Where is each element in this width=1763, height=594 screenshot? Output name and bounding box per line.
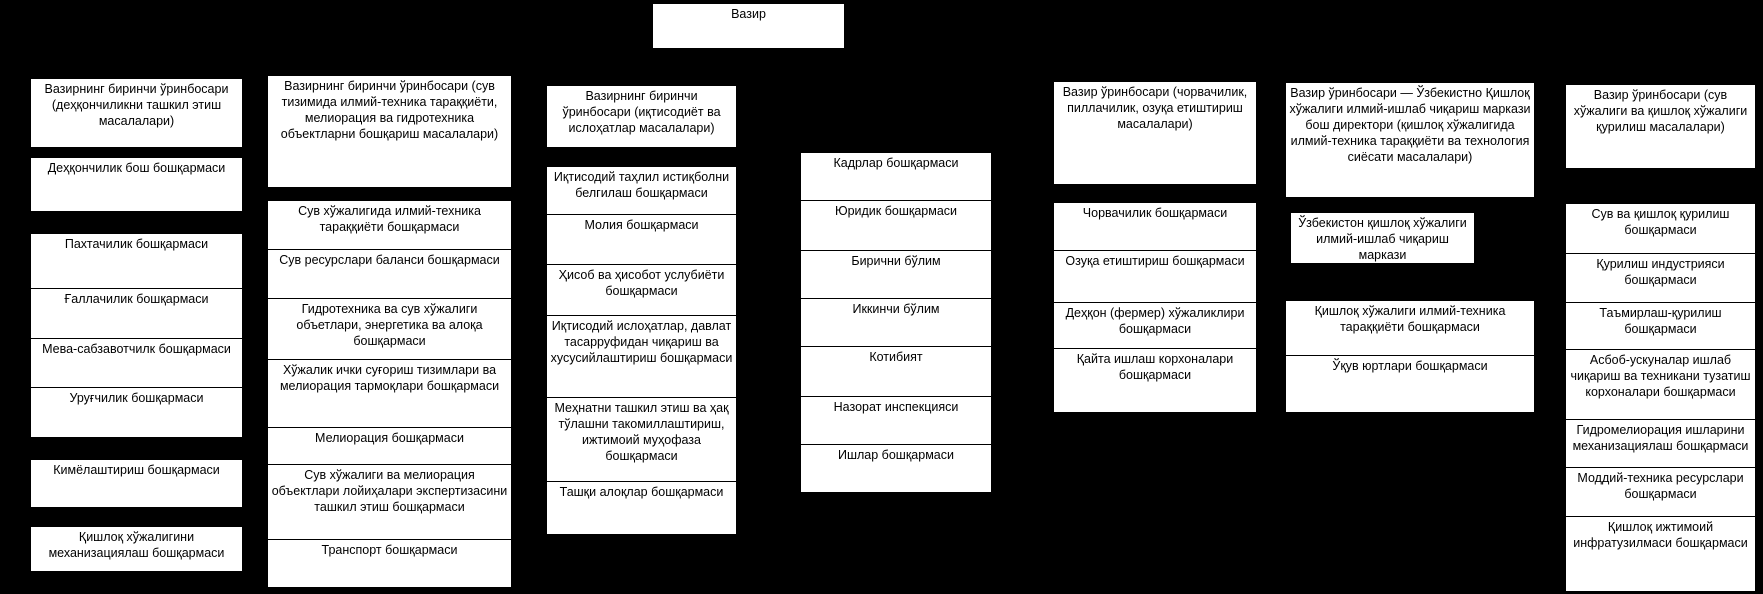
dept-box-gidrotexnika: Гидротехника ва сув хўжалиги объетлари, энергетика ва алоқа бошқармаси xyxy=(267,298,512,360)
deputy-box-water: Вазирнинг биринчи ўринбосари (сув тизимида илмий-техника тараққиёти, мелиорация ва гидротехника объектларни бошқариш масалалари) xyxy=(267,75,512,188)
dept-box-tashqi-aloqa: Ташқи алоқлар бошқармаси xyxy=(546,481,737,535)
dept-box-gallachilik: Ғаллачилик бошқармаси xyxy=(30,288,243,339)
deputy-box-farming: Вазирнинг биринчи ўринбосари (деҳқончиликни ташкил этиш масалалари) xyxy=(30,78,243,148)
dept-box-tahlil: Иқтисодий таҳлил истиқболни белгилаш бошқармаси xyxy=(546,166,737,215)
dept-box-suv-qurilish: Сув ва қишлоқ қурилиш бошқармаси xyxy=(1565,203,1756,254)
dept-box-industriya: Қурилиш индустрияси бошқармаси xyxy=(1565,253,1756,303)
dept-box-meva-sabzavot: Мева-сабзавотчилк бошқармаси xyxy=(30,338,243,388)
dept-box-ikkinchi-bolim: Иккинчи бўлим xyxy=(800,298,992,347)
dept-box-moliya: Молия бошқармаси xyxy=(546,214,737,265)
dept-box-nazorat: Назорат инспекцияси xyxy=(800,396,992,445)
dept-box-dehqonchilik: Деҳқончилик бош бошқармаси xyxy=(30,157,243,212)
dept-box-mehnat: Меҳнатни ташкил этиш ва ҳақ тўлашни такомиллаштириш, ижтимоий муҳофаза бошқармаси xyxy=(546,397,737,482)
dept-box-gidromelioratsiya: Гидромелиорация ишларини механизациялаш бошқармаси xyxy=(1565,419,1756,468)
dept-box-moddiy: Моддий-техника ресурслари бошқармаси xyxy=(1565,467,1756,517)
dept-box-science-ilmiy-texnika: Қишлоқ хўжалиги илмий-техника тараққиёти бошқармаси xyxy=(1285,300,1535,356)
dept-box-mexanizatsiyalash: Қишлоқ хўжалигини механизациялаш бошқармаси xyxy=(30,526,243,572)
dept-box-melioratsiya: Мелиорация бошқармаси xyxy=(267,427,512,465)
dept-box-transport: Транспорт бошқармаси xyxy=(267,539,512,588)
dept-box-dehqon-fermer: Деҳқон (фермер) хўжаликлири бошқармаси xyxy=(1053,302,1257,349)
dept-box-urugchilik: Уруғчилик бошқармаси xyxy=(30,387,243,438)
dept-box-paxtachilik: Пахтачилик бошқармаси xyxy=(30,233,243,289)
dept-box-oquv-yurtlari: Ўқув юртлари бошқармаси xyxy=(1285,355,1535,413)
deputy-box-science: Вазир ўринбосари — Ўзбекистно Қишлоқ хўжалиги илмий-ишлаб чиқариш маркази бош директори (қишлоқ хўжалигида илмий-техника тараққиёти ва технология сиёсати масалалари) xyxy=(1285,82,1535,198)
dept-box-hisob: Ҳисоб ва ҳисобот услубиёти бошқармаси xyxy=(546,264,737,316)
dept-box-ozuqa: Озуқа етиштириш бошқармаси xyxy=(1053,250,1257,303)
dept-box-infratuzilma: Қишлоқ ижтимоий инфратузилмаси бошқармаси xyxy=(1565,516,1756,592)
dept-box-islohatlar: Иқтисодий ислоҳатлар, давлат тасарруфидан чиқариш ва хусусийлаштириш бошқармаси xyxy=(546,315,737,398)
minister-box: Вазир xyxy=(652,3,845,49)
dept-box-birinchi-bolim: Бирични бўлим xyxy=(800,250,992,299)
dept-box-markaz: Ўзбекистон қишлоқ хўжалиги илмий-ишлаб чиқариш маркази xyxy=(1290,212,1475,264)
deputy-box-economy: Вазирнинг биринчи ўринбосари (иқтисодиёт ва ислоҳатлар масалалари) xyxy=(546,85,737,148)
dept-box-asbob: Асбоб-ускуналар ишлаб чиқариш ва техникани тузатиш корхоналари бошқармаси xyxy=(1565,349,1756,420)
dept-box-water-ilmiy-texnika: Сув хўжалигида илмий-техника тараққиёти бошқармаси xyxy=(267,200,512,250)
deputy-box-livestock: Вазир ўринбосари (чорвачилик, пиллачилик, озуқа етиштириш масалалари) xyxy=(1053,81,1257,185)
dept-box-kotibiyat: Котибият xyxy=(800,346,992,397)
dept-box-ichki-sugorish: Хўжалик ички суғориш тизимлари ва мелиорация тармоқлари бошқармаси xyxy=(267,359,512,428)
dept-box-tamirlash: Таъмирлаш-қурилиш бошқармаси xyxy=(1565,302,1756,350)
dept-box-suv-resurslari: Сув ресурслари баланси бошқармаси xyxy=(267,249,512,299)
dept-box-chorvachilik: Чорвачилик бошқармаси xyxy=(1053,202,1257,251)
dept-box-yuridik: Юридик бошқармаси xyxy=(800,200,992,251)
dept-box-qayta-ishlash: Қайта ишлаш корхоналари бошқармаси xyxy=(1053,348,1257,413)
dept-box-ekspertiza: Сув хўжалиги ва мелиорация объектлари лойиҳалари экспертизасини ташкил этиш бошқармаси xyxy=(267,464,512,540)
dept-box-kadrlar: Кадрлар бошқармаси xyxy=(800,152,992,201)
deputy-box-construction: Вазир ўринбосари (сув хўжалиги ва қишлоқ хўжалиги қурилиш масалалари) xyxy=(1565,84,1756,169)
dept-box-ishlar: Ишлар бошқармаси xyxy=(800,444,992,493)
dept-box-kimyolashtirish: Кимёлаштириш бошқармаси xyxy=(30,459,243,508)
